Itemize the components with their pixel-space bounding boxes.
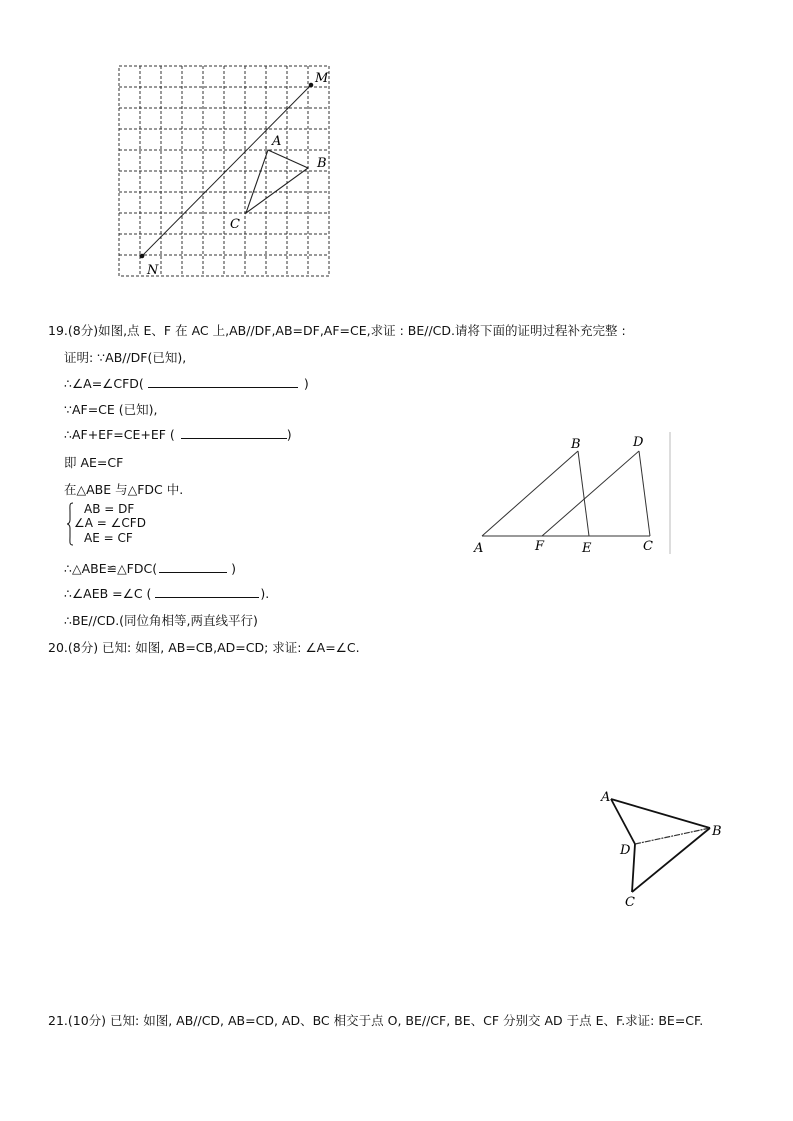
q19-line7: [64, 560, 236, 576]
segment-fd: [542, 451, 639, 536]
q19-line2-prefix: ∴∠A=∠CFD(: [64, 376, 144, 391]
dashed-grid: [119, 66, 329, 276]
answer-blank-3[interactable]: [159, 560, 227, 573]
label-n: N: [147, 263, 159, 278]
label-d: D: [620, 843, 631, 858]
q20-figure: [592, 784, 732, 914]
q19-line9: ∴BE//CD.(同位角相等,两直线平行): [64, 613, 258, 628]
q19-line4-suffix: ): [286, 427, 292, 442]
segment-ab: [482, 451, 578, 536]
q19-line1: 证明: ∵AB//DF(已知),: [64, 350, 187, 365]
answer-blank-1[interactable]: [148, 375, 298, 388]
q19-line3: ∵AF=CE (已知),: [64, 402, 158, 417]
label-a: A: [272, 134, 282, 149]
q19-line7-prefix: ∴△ABE≌△FDC(: [64, 561, 158, 576]
grid-figure: [110, 58, 340, 280]
q19-line5: 即 AE=CF: [64, 455, 124, 470]
answer-blank-2[interactable]: [181, 426, 287, 439]
label-d: D: [633, 435, 644, 450]
system-line-3: AE = CF: [84, 531, 133, 545]
label-b: B: [712, 824, 722, 839]
segment-cb: [632, 828, 710, 892]
q19-stem: 19.(8分)如图,点 E、F 在 AC 上,AB//DF,AB=DF,AF=CE,求证 : BE//CD.请将下面的证明过程补充完整 :: [48, 323, 626, 338]
label-c: C: [643, 539, 653, 554]
q19-figure: [470, 430, 675, 558]
q20-stem: 20.(8分) 已知: 如图, AB=CB,AD=CD; 求证: ∠A=∠C.: [48, 640, 360, 655]
q19-line4: [64, 426, 292, 442]
label-b: B: [317, 156, 327, 171]
q19-line2: [64, 375, 309, 391]
q21-stem: 21.(10分) 已知: 如图, AB//CD, AB=CD, AD、BC 相交于点 O, BE//CF, BE、CF 分别交 AD 于点 E、F.求证: BE=CF.: [48, 1013, 704, 1028]
label-a: A: [601, 790, 611, 805]
system-line-1: AB = DF: [84, 502, 135, 516]
label-c: C: [625, 895, 635, 910]
label-m: M: [315, 71, 329, 86]
system-line-2: ∠A = ∠CFD: [74, 516, 146, 530]
q19-line8: [64, 585, 269, 601]
q19-line2-suffix: ): [303, 376, 309, 391]
q19-line6: 在△ABE 与△FDC 中.: [64, 482, 184, 497]
label-e: E: [582, 541, 592, 556]
label-f: F: [535, 539, 545, 554]
point-m: [309, 83, 314, 88]
q19-line4-prefix: ∴AF+EF=CE+EF (: [64, 427, 175, 442]
q19-line7-suffix: ): [231, 561, 236, 576]
label-a: A: [474, 541, 484, 556]
segment-be: [578, 451, 589, 536]
q19-line8-suffix: ).: [260, 586, 270, 601]
label-b: B: [571, 437, 581, 452]
segment-ab: [611, 799, 710, 828]
segment-db: [635, 828, 710, 844]
segment-dc: [632, 844, 635, 892]
label-c: C: [230, 217, 240, 232]
q19-line8-prefix: ∴∠AEB =∠C (: [64, 586, 152, 601]
point-n: [140, 254, 145, 259]
triangle-abc: [246, 150, 308, 213]
answer-blank-4[interactable]: [155, 585, 259, 598]
segment-dc: [639, 451, 650, 536]
equation-system: [66, 502, 156, 548]
brace-icon: [66, 502, 74, 546]
